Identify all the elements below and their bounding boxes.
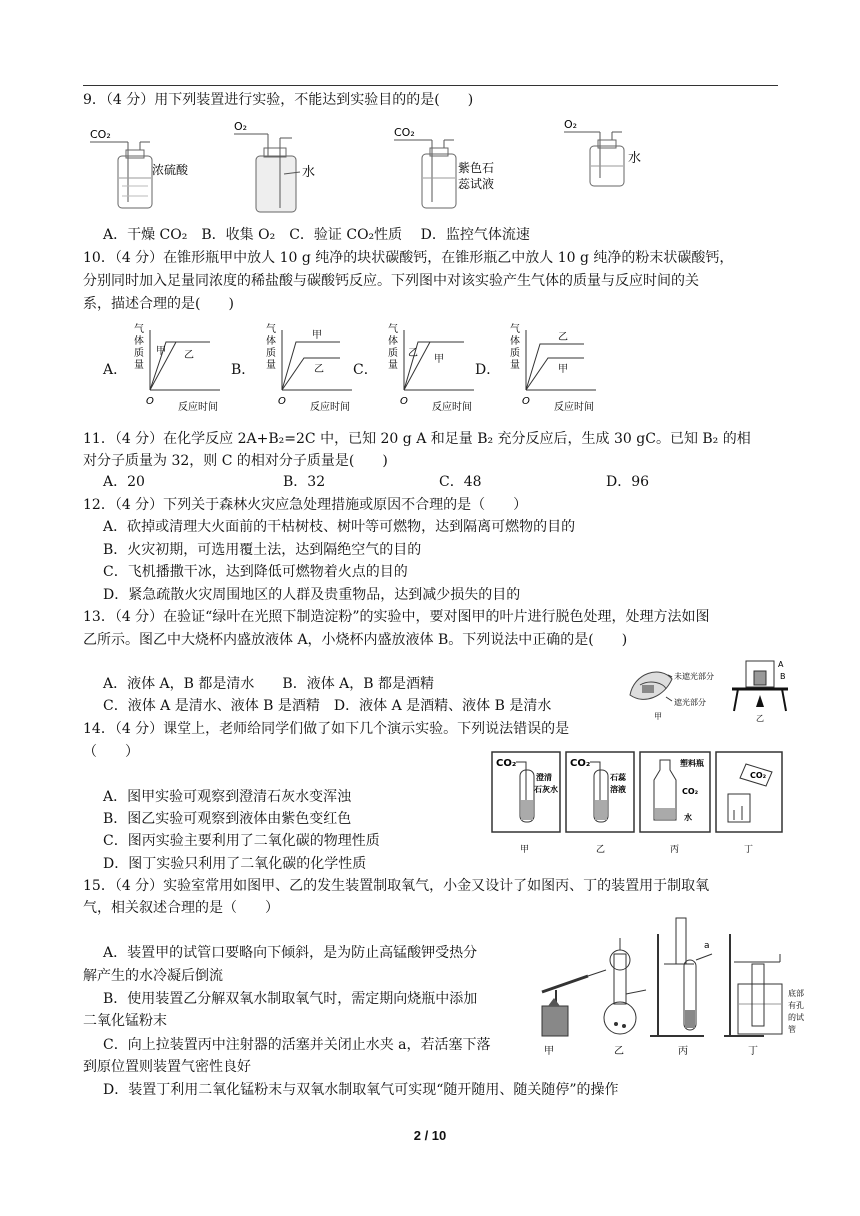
q15-stem-2: 气，相关叙述合理的是（ ） xyxy=(83,900,279,916)
q15-option-c-2: 到原位置则装置气密性良好 xyxy=(83,1059,251,1075)
svg-text:水: 水 xyxy=(302,165,316,180)
q10-graph-c xyxy=(388,323,474,413)
svg-text:蕊试液: 蕊试液 xyxy=(458,177,495,191)
q13-options-ab: A．液体 A，B 都是清水 B．液体 A，B 都是酒精 xyxy=(103,676,434,692)
q15-option-b-2: 二氧化锰粉末 xyxy=(83,1013,167,1029)
svg-text:量: 量 xyxy=(266,360,276,371)
svg-text:的试: 的试 xyxy=(788,1013,804,1022)
svg-text:CO₂: CO₂ xyxy=(750,771,767,780)
svg-text:丁: 丁 xyxy=(744,845,754,855)
q14-stem-2: （ ） xyxy=(83,744,139,760)
svg-text:CO₂: CO₂ xyxy=(394,126,415,139)
svg-text:乙: 乙 xyxy=(596,845,606,855)
svg-text:CO₂: CO₂ xyxy=(496,758,517,769)
svg-text:量: 量 xyxy=(388,360,398,371)
svg-text:O: O xyxy=(278,396,286,407)
svg-text:反应时间: 反应时间 xyxy=(310,402,350,413)
svg-text:B: B xyxy=(780,672,786,681)
svg-text:O: O xyxy=(522,396,530,407)
svg-text:量: 量 xyxy=(134,360,144,371)
svg-text:甲: 甲 xyxy=(654,712,662,721)
svg-text:乙: 乙 xyxy=(756,714,764,723)
q13-beaker xyxy=(732,660,788,723)
q14-panel-ding xyxy=(716,752,782,855)
svg-text:乙: 乙 xyxy=(314,364,324,375)
svg-text:浓硫酸: 浓硫酸 xyxy=(152,163,189,177)
q14-stem: 14．（4 分）课堂上，老师给同学们做了如下几个演示实验。下列说法错误的是 xyxy=(83,721,570,737)
svg-text:气: 气 xyxy=(510,324,520,335)
q15-apparatus-ding xyxy=(724,934,804,1057)
q13-options-cd: C．液体 A 是清水、液体 B 是酒精 D．液体 A 是酒精、液体 B 是清水 xyxy=(103,698,552,714)
q9-bottle-d xyxy=(564,118,641,186)
svg-text:质: 质 xyxy=(266,348,276,359)
q13-stem-2: 乙所示。图乙中大烧杯内盛放液体 A，小烧杯内盛放液体 B。下列说法中正确的是( ) xyxy=(83,632,628,648)
svg-text:体: 体 xyxy=(510,336,520,347)
svg-text:气: 气 xyxy=(388,324,398,335)
svg-text:乙: 乙 xyxy=(184,350,194,361)
q10-option-d-label: D． xyxy=(475,362,501,378)
q9-bottle-c xyxy=(394,126,494,208)
svg-text:丁: 丁 xyxy=(748,1046,758,1057)
q10-graph-d xyxy=(510,323,596,413)
svg-text:塑料瓶: 塑料瓶 xyxy=(680,759,704,768)
q10-option-b-label: B． xyxy=(231,362,256,378)
q9-bottle-a xyxy=(90,128,189,208)
q12-option-a: A．砍掉或清理大火面前的干枯树枝、树叶等可燃物，达到隔离可燃物的目的 xyxy=(103,519,576,535)
q10-stem-2: 分别同时加入足量同浓度的稀盐酸与碳酸钙反应。下列图中对该实验产生气体的质量与反应时间的关 xyxy=(83,273,699,289)
svg-text:石灰水: 石灰水 xyxy=(534,785,558,794)
q14-option-b: B．图乙实验可观察到液体由紫色变红色 xyxy=(103,811,352,827)
q14-panel-bing xyxy=(640,752,710,855)
q12-option-d: D．紧急疏散火灾周围地区的人群及贵重物品，达到减少损失的目的 xyxy=(103,587,521,603)
svg-text:CO₂: CO₂ xyxy=(570,758,591,769)
q12-option-b: B．火灾初期，可选用覆土法，达到隔绝空气的目的 xyxy=(103,542,422,558)
q15-option-b-1: B．使用装置乙分解双氧水制取氧气时，需定期向烧瓶中添加 xyxy=(103,991,478,1007)
q11-option-b: B．32 xyxy=(283,474,326,490)
svg-text:O₂: O₂ xyxy=(234,120,248,133)
svg-text:质: 质 xyxy=(510,348,520,359)
svg-text:CO₂: CO₂ xyxy=(682,787,699,796)
q9-options: A．干燥 CO₂ B．收集 O₂ C．验证 CO₂性质 D．监控气体流速 xyxy=(103,227,530,243)
q12-stem: 12．（4 分）下列关于森林火灾应急处理措施或原因不合理的是（ ） xyxy=(83,497,528,513)
q14-option-c: C．图丙实验主要利用了二氧化碳的物理性质 xyxy=(103,833,380,849)
svg-text:反应时间: 反应时间 xyxy=(554,402,594,413)
svg-text:丙: 丙 xyxy=(678,1046,688,1057)
svg-text:反应时间: 反应时间 xyxy=(432,402,472,413)
q11-option-a: A．20 xyxy=(103,474,145,490)
svg-text:未遮光部分: 未遮光部分 xyxy=(674,672,714,681)
q15-option-c-1: C．向上拉装置丙中注射器的活塞并关闭止水夹 a，若活塞下落 xyxy=(103,1037,491,1053)
q10-stem-3: 系，描述合理的是( ) xyxy=(83,296,234,312)
q14-panel-jia xyxy=(492,752,560,855)
q13-leaf xyxy=(630,671,714,721)
svg-text:CO₂: CO₂ xyxy=(90,128,111,141)
q10-option-c-label: C． xyxy=(353,362,378,378)
q10-option-a-label: A． xyxy=(103,362,128,378)
q11-stem-2: 对分子质量为 32，则 C 的相对分子质量是( ) xyxy=(83,453,388,469)
q11-stem-1: 11．（4 分）在化学反应 2A+B₂=2C 中，已知 20 g A 和足量 B₂ 充分反应后，生成 30 gC。已知 B₂ 的相 xyxy=(83,431,751,447)
svg-text:A: A xyxy=(778,660,784,669)
q15-option-d: D．装置丁利用二氧化锰粉末与双氧水制取氧气可实现“随开随用、随关随停”的操作 xyxy=(103,1082,619,1098)
svg-text:紫色石: 紫色石 xyxy=(458,161,495,175)
svg-text:质: 质 xyxy=(388,348,398,359)
q14-option-d: D．图丁实验只利用了二氧化碳的化学性质 xyxy=(103,856,367,872)
q11-option-c: C．48 xyxy=(439,474,482,490)
q10-graphs xyxy=(120,322,600,414)
q9-apparatus-figure xyxy=(88,116,648,216)
q13-leaf-figure xyxy=(620,655,800,725)
svg-text:澄清: 澄清 xyxy=(536,773,552,782)
svg-text:有孔: 有孔 xyxy=(788,1001,804,1010)
q9-bottle-b xyxy=(234,120,315,212)
svg-text:甲: 甲 xyxy=(544,1046,554,1057)
svg-text:甲: 甲 xyxy=(156,346,166,357)
svg-text:丙: 丙 xyxy=(670,845,680,855)
q15-option-a-2: 解产生的水冷凝后倒流 xyxy=(83,968,223,984)
svg-text:O: O xyxy=(400,396,408,407)
svg-text:气: 气 xyxy=(134,324,144,335)
q12-option-c: C．飞机播撒干冰，达到降低可燃物着火点的目的 xyxy=(103,564,408,580)
svg-text:乙: 乙 xyxy=(558,332,568,343)
svg-text:气: 气 xyxy=(266,324,276,335)
q15-apparatus-yi xyxy=(604,938,646,1057)
q13-stem-1: 13．（4 分）在验证“绿叶在光照下制造淀粉”的实验中，要对图甲的叶片进行脱色处理，处理方法如图 xyxy=(83,609,710,625)
svg-text:量: 量 xyxy=(510,360,520,371)
q10-graph-b xyxy=(266,323,352,413)
svg-text:甲: 甲 xyxy=(558,364,568,375)
q10-stem-1: 10．（4 分）在锥形瓶甲中放人 10 g 纯净的块状碳酸钙，在锥形瓶乙中放人 10 g 纯净的粉末状碳酸钙， xyxy=(83,250,734,266)
svg-text:体: 体 xyxy=(266,336,276,347)
svg-text:溶液: 溶液 xyxy=(610,785,626,794)
svg-text:体: 体 xyxy=(388,336,398,347)
svg-text:底部: 底部 xyxy=(788,989,804,998)
svg-text:O: O xyxy=(146,396,154,407)
svg-text:水: 水 xyxy=(684,813,692,822)
svg-text:石蕊: 石蕊 xyxy=(610,773,626,782)
svg-text:O₂: O₂ xyxy=(564,118,578,131)
q14-demo-figure xyxy=(490,750,790,860)
page-number: 2 / 10 xyxy=(413,1128,447,1143)
svg-text:a: a xyxy=(704,941,710,951)
svg-text:反应时间: 反应时间 xyxy=(178,402,218,413)
q14-option-a: A．图甲实验可观察到澄清石灰水变浑浊 xyxy=(103,789,352,805)
svg-text:体: 体 xyxy=(134,336,144,347)
svg-text:质: 质 xyxy=(134,348,144,359)
svg-text:乙: 乙 xyxy=(614,1046,624,1057)
svg-text:甲: 甲 xyxy=(434,354,444,365)
svg-text:甲: 甲 xyxy=(312,330,322,341)
q9-stem: 9．（4 分）用下列装置进行实验，不能达到实验目的的是( ) xyxy=(83,92,474,108)
q14-panel-yi xyxy=(566,752,634,855)
q15-apparatus-figure xyxy=(534,914,804,1059)
svg-text:遮光部分: 遮光部分 xyxy=(674,698,706,707)
svg-text:管: 管 xyxy=(788,1025,796,1034)
q15-apparatus-jia xyxy=(542,970,606,1057)
svg-text:水: 水 xyxy=(628,151,642,166)
q15-stem-1: 15．（4 分）实验室常用如图甲、乙的发生装置制取氧气，小金又设计了如图丙、丁的装置用于制取氧 xyxy=(83,878,710,894)
top-rule xyxy=(83,85,778,86)
q15-apparatus-bing xyxy=(650,918,712,1057)
svg-text:乙: 乙 xyxy=(408,348,418,359)
q11-option-d: D．96 xyxy=(606,474,650,490)
q10-graph-a xyxy=(134,323,220,413)
svg-text:甲: 甲 xyxy=(520,845,530,855)
q15-option-a-1: A．装置甲的试管口要略向下倾斜，是为防止高锰酸钾受热分 xyxy=(103,945,478,961)
